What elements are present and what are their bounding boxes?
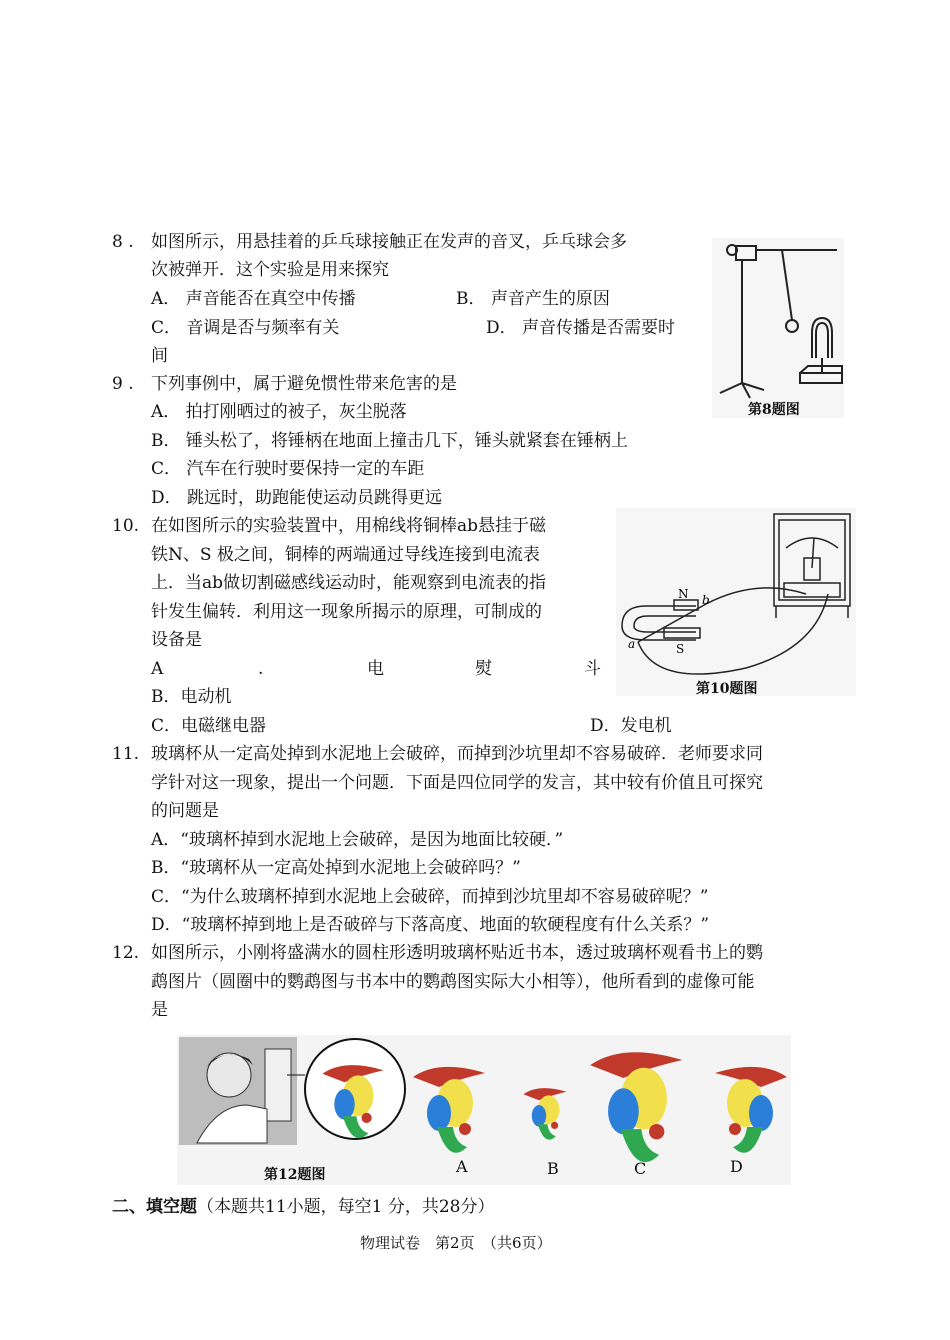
q8-option-d: D． 声音传播是否需要时 xyxy=(486,318,676,338)
q8-option-b: B． 声音产生的原因 xyxy=(456,289,610,309)
q9-option-a: A． 拍打刚晒过的被子，灰尘脱落 xyxy=(151,402,407,422)
q8-option-a: A． 声音能否在真空中传播 xyxy=(151,289,356,309)
figure-q12-label-a: A xyxy=(456,1157,468,1176)
label-s: S xyxy=(676,642,685,656)
section-heading xyxy=(112,1196,494,1218)
q11-option-d: D．“玻璃杯掉到地上是否破碎与下落高度、地面的软硬程度有什么关系？” xyxy=(151,915,710,935)
q9-option-c: C． 汽车在行驶时要保持一定的车距 xyxy=(151,459,425,479)
figure-q12-label-d: D xyxy=(730,1157,743,1176)
q8-stem-line2: 次被弹开．这个实验是用来探究 xyxy=(151,260,389,280)
q10-option-c: C．电磁继电器 xyxy=(151,716,267,736)
q10-option-a-char1: 电 xyxy=(367,659,384,679)
figure-q10-drawing xyxy=(616,508,856,696)
q12-stem-line2: 鹉图片（圆圈中的鹦鹉图与书本中的鹦鹉图实际大小相等），他所看到的虚像可能 xyxy=(151,972,755,992)
q10-stem-line1: 在如图所示的实验装置中，用棉线将铜棒ab悬挂于磁 xyxy=(151,516,547,536)
q11-stem-line2: 学针对这一现象，提出一个问题．下面是四位同学的发言，其中较有价值且可探究 xyxy=(151,773,763,793)
q10-option-a-char2: 熨 xyxy=(475,659,492,679)
q9-option-b: B． 锤头松了，将锤柄在地面上撞击几下，锤头就紧套在锤柄上 xyxy=(151,431,628,451)
q10-number: 10. xyxy=(112,516,140,536)
figure-q12 xyxy=(177,1035,791,1185)
q10-stem-line4: 针发生偏转．利用这一现象所揭示的原理，可制成的 xyxy=(151,602,542,622)
figure-q8-caption: 第8题图 xyxy=(748,402,800,418)
figure-q10 xyxy=(616,508,856,696)
q10-option-d: D．发电机 xyxy=(590,716,672,736)
q12-stem-line3: 是 xyxy=(151,1000,168,1020)
q8-stem-line1: 如图所示，用悬挂着的乒乓球接触正在发声的音叉，乒乓球会多 xyxy=(151,232,627,252)
label-b: b xyxy=(702,593,710,607)
figure-q12-label-c: C xyxy=(634,1159,647,1178)
page-footer: 物理试卷 第2页 （共6页） xyxy=(360,1234,552,1252)
q10-stem-line5: 设备是 xyxy=(151,630,202,650)
section-title: 二、填空题 xyxy=(112,1197,197,1217)
figure-q12-label-b: B xyxy=(547,1159,559,1178)
figure-q12-caption: 第12题图 xyxy=(264,1167,326,1183)
label-n: N xyxy=(678,587,689,601)
figure-q8-drawing xyxy=(712,238,844,418)
q9-option-d: D． 跳远时，助跑能使运动员跳得更远 xyxy=(151,488,443,508)
q10-stem-line2: 铁N、S 极之间，铜棒的两端通过导线连接到电流表 xyxy=(151,545,540,565)
q9-number: 9 . xyxy=(112,374,134,394)
q10-option-a-dot: . xyxy=(258,659,264,679)
q12-number: 12. xyxy=(112,943,140,963)
q11-stem-line1: 玻璃杯从一定高处掉到水泥地上会破碎，而掉到沙坑里却不容易破碎．老师要求同 xyxy=(151,744,763,764)
q11-option-b: B．“玻璃杯从一定高处掉到水泥地上会破碎吗？” xyxy=(151,858,521,878)
q10-stem-line3: 上．当ab做切割磁感线运动时，能观察到电流表的指 xyxy=(151,573,547,593)
q11-option-c: C．“为什么玻璃杯掉到水泥地上会破碎，而掉到沙坑里却不容易破碎呢？” xyxy=(151,887,709,907)
q10-option-a-letter: A xyxy=(151,659,164,679)
label-a: a xyxy=(628,637,636,651)
q9-stem: 下列事例中，属于避免惯性带来危害的是 xyxy=(151,374,457,394)
section-note: （本题共11小题，每空1 分，共28分） xyxy=(197,1197,495,1217)
figure-q10-caption: 第10题图 xyxy=(696,681,758,697)
q11-number: 11. xyxy=(112,744,140,764)
q11-option-a: A．“玻璃杯掉到水泥地上会破碎，是因为地面比较硬．” xyxy=(151,830,564,850)
q10-option-b: B．电动机 xyxy=(151,687,232,707)
q10-option-a-char3: 斗 xyxy=(584,659,601,679)
figure-q8 xyxy=(712,238,844,418)
q12-stem-line1: 如图所示，小刚将盛满水的圆柱形透明玻璃杯贴近书本，透过玻璃杯观看书上的鹦 xyxy=(151,943,763,963)
q11-stem-line3: 的问题是 xyxy=(151,801,219,821)
q8-number: 8 . xyxy=(112,232,134,252)
q8-option-c: C． 音调是否与频率有关 xyxy=(151,318,340,338)
figure-q12-drawing xyxy=(177,1035,791,1185)
q8-option-d-cont: 间 xyxy=(151,346,168,366)
